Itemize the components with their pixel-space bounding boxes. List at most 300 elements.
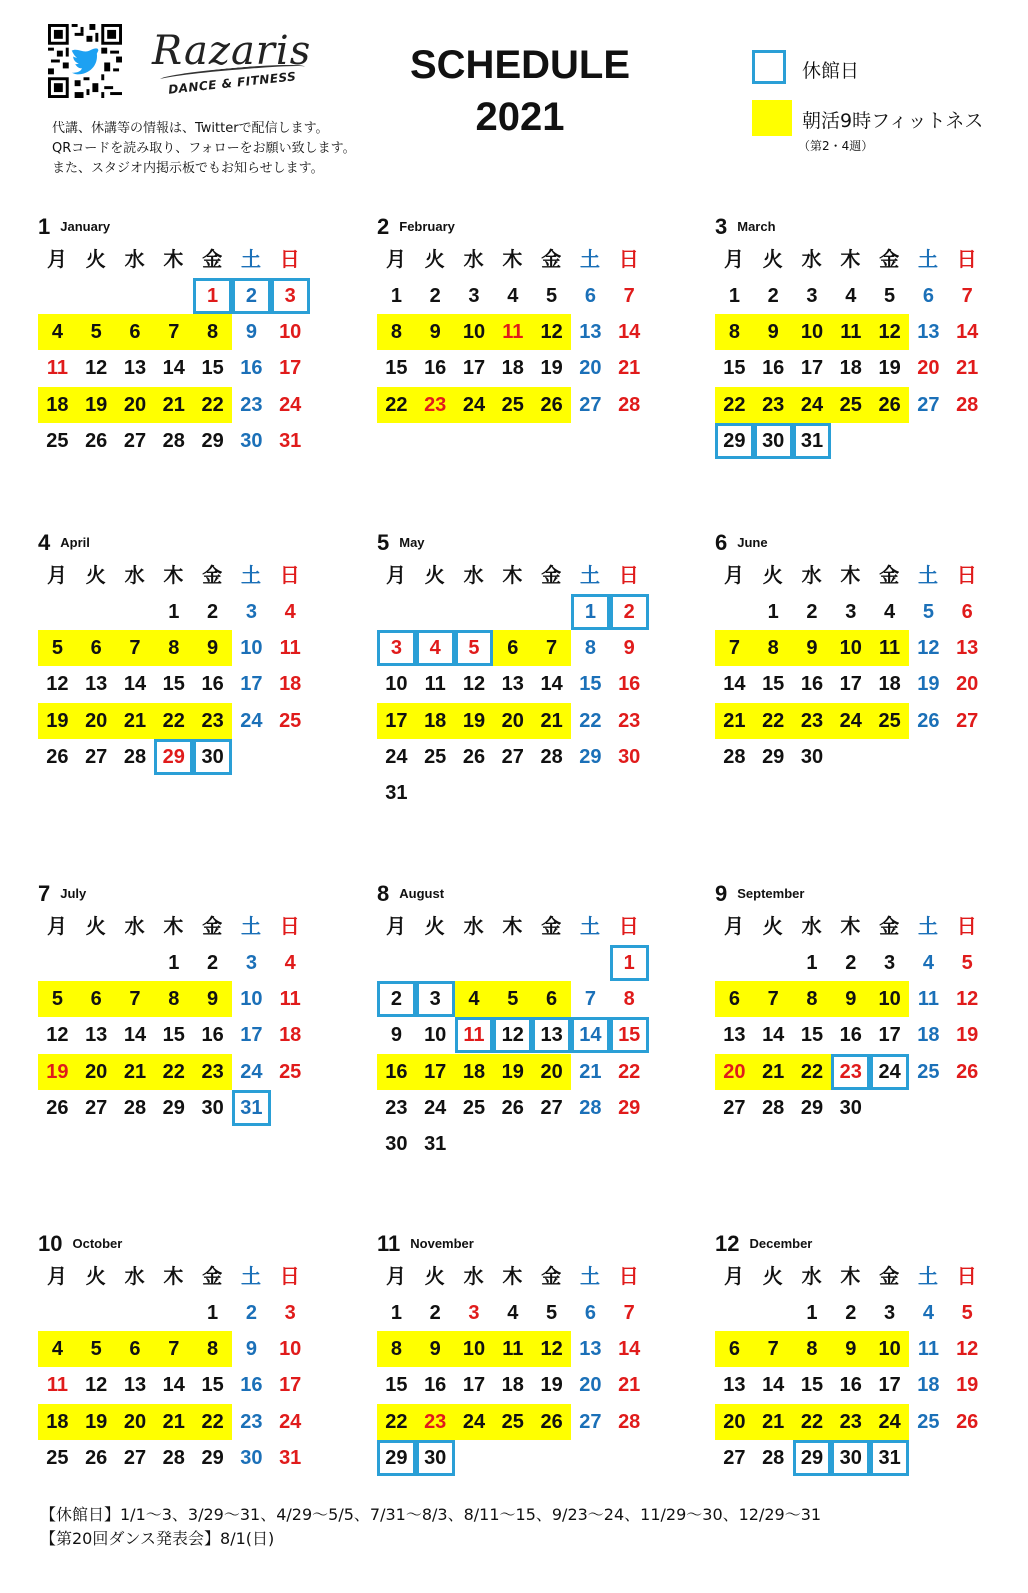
calendar-day: 22 [715, 387, 754, 423]
calendar-day: 12 [532, 314, 571, 350]
calendar-day: 10 [279, 321, 302, 344]
calendar-day: 15 [162, 673, 185, 696]
month-september [715, 881, 1005, 1181]
month-number: 4 [38, 530, 51, 555]
notice-line: また、スタジオ内掲示板でもお知らせします。 [52, 161, 324, 176]
calendar-day: 14 [618, 1338, 641, 1361]
calendar-day: 24 [385, 745, 408, 768]
calendar-day: 11 [279, 988, 301, 1011]
weekday-header: 土 [580, 247, 600, 271]
month-name: June [737, 535, 768, 550]
calendar-day: 15 [800, 1374, 824, 1397]
weekday-header: 金 [879, 563, 900, 587]
calendar-day: 5 [455, 630, 494, 666]
weekday-header: 火 [85, 1264, 106, 1288]
weekday-header: 日 [618, 563, 639, 587]
calendar-day: 26 [870, 387, 909, 423]
calendar-day: 7 [154, 314, 193, 350]
calendar-day: 26 [85, 429, 108, 452]
calendar-day: 8 [754, 630, 793, 666]
calendar-day: 15 [201, 1374, 224, 1397]
calendar-day: 12 [956, 988, 979, 1011]
weekday-header: 土 [918, 1264, 938, 1288]
weekday-header: 土 [918, 247, 938, 271]
calendar-day: 5 [884, 285, 896, 307]
calendar-day: 6 [584, 1302, 596, 1324]
weekday-header: 木 [163, 914, 184, 938]
month-name: May [399, 535, 425, 550]
weekday-header: 火 [424, 247, 445, 271]
calendar-day: 3 [806, 285, 818, 307]
weekday-header: 火 [85, 563, 106, 587]
calendar-day: 16 [424, 1374, 447, 1397]
weekday-header: 木 [163, 247, 184, 271]
calendar-day: 3 [377, 630, 416, 666]
weekday-header: 水 [801, 247, 822, 271]
calendar-day: 14 [162, 1374, 185, 1397]
calendar-day: 26 [46, 745, 69, 768]
month-number: 2 [377, 214, 390, 239]
calendar-day: 6 [715, 981, 754, 1017]
calendar-day: 25 [917, 1060, 940, 1083]
calendar-day: 8 [793, 1331, 832, 1367]
notice-line: QRコードを読み取り、フォローをお願い致します。 [52, 141, 356, 156]
calendar-day: 7 [715, 630, 754, 666]
calendar-day: 23 [416, 1404, 455, 1440]
calendar-day: 7 [754, 981, 793, 1017]
calendar-day: 6 [584, 285, 596, 307]
weekday-header: 水 [463, 914, 484, 938]
calendar-day: 22 [154, 1054, 193, 1090]
weekday-header: 火 [762, 914, 783, 938]
calendar-day: 5 [961, 952, 973, 974]
calendar-day: 16 [201, 673, 224, 696]
calendar-day: 30 [754, 423, 793, 459]
calendar-day: 15 [800, 1024, 824, 1047]
calendar-day: 1 [168, 601, 180, 623]
calendar-day: 24 [279, 393, 302, 416]
calendar-day: 5 [38, 981, 77, 1017]
month-number: 10 [38, 1231, 63, 1256]
calendar-day: 4 [284, 601, 296, 623]
weekday-header: 日 [279, 1264, 300, 1288]
calendar-day: 29 [715, 423, 754, 459]
calendar-day: 5 [38, 630, 77, 666]
calendar-day: 1 [193, 278, 232, 314]
calendar-day: 5 [77, 1331, 116, 1367]
month-header [715, 1231, 812, 1257]
weekday-header: 土 [241, 1264, 261, 1288]
calendar-day: 16 [800, 673, 824, 696]
calendar-day: 28 [762, 1446, 785, 1469]
calendar-day: 26 [956, 1060, 979, 1083]
calendar-day: 3 [245, 952, 257, 974]
calendar-day: 25 [831, 387, 870, 423]
calendar-day: 28 [540, 745, 563, 768]
calendar-day: 31 [279, 429, 302, 452]
calendar-day: 29 [162, 1096, 185, 1119]
calendar-day: 18 [38, 1404, 77, 1440]
calendar-day: 28 [123, 745, 147, 768]
weekday-header: 木 [502, 1264, 523, 1288]
calendar-day: 24 [870, 1054, 909, 1090]
calendar-day: 5 [493, 981, 532, 1017]
calendar-day: 11 [424, 673, 446, 696]
calendar-day: 17 [240, 1024, 263, 1047]
legend-fitness-note: （第2・4週） [798, 139, 874, 153]
calendar-day: 15 [579, 673, 602, 696]
notice-line: 代講、休講等の情報は、Twitterで配信します。 [52, 121, 329, 136]
weekday-header: 月 [724, 914, 744, 938]
month-december [715, 1231, 1005, 1531]
logo-wordmark: Razaris [152, 28, 312, 74]
calendar-day: 22 [193, 387, 232, 423]
calendar-day: 10 [455, 1331, 494, 1367]
month-number: 3 [715, 214, 728, 239]
weekday-header: 水 [463, 563, 484, 587]
calendar-day: 11 [917, 1338, 939, 1361]
weekday-header: 月 [386, 247, 406, 271]
calendar-day: 27 [123, 429, 147, 452]
calendar-day: 4 [38, 1331, 77, 1367]
calendar-day: 21 [715, 703, 754, 739]
calendar-day: 1 [806, 952, 818, 974]
weekday-header: 月 [386, 914, 406, 938]
calendar-day: 8 [154, 630, 193, 666]
calendar-day: 14 [618, 321, 641, 344]
calendar-day: 18 [917, 1024, 940, 1047]
weekday-header: 月 [724, 1264, 744, 1288]
calendar-day: 21 [956, 357, 979, 380]
calendar-day: 25 [493, 1404, 532, 1440]
calendar-day: 30 [831, 1440, 870, 1476]
calendar-day: 28 [162, 429, 185, 452]
month-number: 1 [38, 214, 51, 239]
calendar-day: 3 [468, 1302, 480, 1324]
calendar-day: 31 [279, 1446, 302, 1469]
calendar-day: 2 [207, 601, 219, 623]
month-name: February [399, 219, 455, 234]
calendar-day: 23 [193, 1054, 232, 1090]
calendar-day: 20 [715, 1054, 754, 1090]
legend-closed-label: 休館日 [802, 60, 860, 82]
calendar-day: 24 [455, 387, 494, 423]
calendar-day: 20 [715, 1404, 754, 1440]
month-april [38, 530, 328, 830]
month-july [38, 881, 328, 1181]
calendar-day: 12 [532, 1331, 571, 1367]
calendar-day: 15 [385, 1374, 408, 1397]
weekday-header: 月 [386, 1264, 406, 1288]
calendar-day: 1 [610, 945, 649, 981]
calendar-day: 1 [207, 1302, 219, 1324]
calendar-day: 16 [240, 1374, 263, 1397]
calendar-day: 18 [455, 1054, 494, 1090]
calendar-day: 17 [800, 357, 824, 380]
calendar-day: 20 [116, 1404, 155, 1440]
calendar-day: 8 [377, 314, 416, 350]
calendar-day: 27 [123, 1446, 147, 1469]
calendar-day: 21 [154, 1404, 193, 1440]
calendar-day: 30 [240, 1446, 263, 1469]
calendar-day: 1 [806, 1302, 818, 1324]
calendar-day: 30 [416, 1440, 455, 1476]
calendar-day: 1 [571, 594, 610, 630]
calendar-day: 11 [917, 988, 939, 1011]
calendar-day: 26 [46, 1096, 69, 1119]
calendar-day: 6 [961, 601, 973, 623]
calendar-day: 6 [715, 1331, 754, 1367]
calendar-day: 19 [77, 387, 116, 423]
calendar-day: 20 [532, 1054, 571, 1090]
calendar-day: 9 [193, 630, 232, 666]
calendar-day: 27 [579, 1410, 602, 1433]
calendar-day: 28 [123, 1096, 147, 1119]
weekday-header: 水 [801, 563, 822, 587]
calendar-day: 27 [579, 393, 602, 416]
twitter-qr-code-icon[interactable] [48, 24, 122, 98]
dance-recital-notice: 【第20回ダンス発表会】8/1(日) [40, 1529, 275, 1548]
calendar-day: 15 [610, 1017, 649, 1053]
calendar-day: 31 [793, 423, 832, 459]
calendar-day: 27 [917, 393, 940, 416]
weekday-header: 火 [762, 1264, 783, 1288]
calendar-day: 15 [762, 673, 785, 696]
month-header [38, 214, 110, 240]
calendar-day: 16 [762, 357, 785, 380]
calendar-day: 7 [116, 630, 155, 666]
calendar-day: 17 [839, 673, 862, 696]
weekday-header: 土 [580, 1264, 600, 1288]
weekday-header: 水 [801, 914, 822, 938]
calendar-day: 16 [240, 357, 263, 380]
weekday-header: 月 [47, 247, 67, 271]
calendar-day: 3 [245, 601, 257, 623]
calendar-day: 13 [917, 321, 940, 344]
weekday-header: 土 [918, 563, 938, 587]
calendar-day: 6 [493, 630, 532, 666]
calendar-day: 17 [462, 357, 486, 380]
calendar-day: 9 [831, 1331, 870, 1367]
weekday-header: 日 [956, 563, 977, 587]
calendar-day: 13 [85, 673, 108, 696]
calendar-day: 9 [831, 981, 870, 1017]
calendar-day: 29 [618, 1096, 641, 1119]
calendar-day: 3 [416, 981, 455, 1017]
calendar-day: 13 [123, 357, 147, 380]
calendar-day: 22 [579, 709, 602, 732]
weekday-header: 日 [279, 247, 300, 271]
month-name: December [749, 1236, 813, 1251]
calendar-day: 15 [385, 357, 408, 380]
calendar-day: 2 [845, 952, 857, 974]
calendar-day: 31 [385, 782, 408, 804]
calendar-day: 21 [116, 703, 155, 739]
calendar-day: 31 [424, 1133, 447, 1155]
calendar-day: 11 [46, 1374, 68, 1397]
month-name: November [410, 1236, 474, 1251]
calendar-day: 27 [723, 1096, 746, 1119]
calendar-day: 30 [800, 745, 824, 768]
calendar-day: 29 [762, 745, 785, 768]
calendar-day: 1 [767, 601, 779, 623]
weekday-header: 火 [85, 914, 106, 938]
calendar-day: 21 [116, 1054, 155, 1090]
calendar-day: 19 [77, 1404, 116, 1440]
calendar-day: 13 [579, 321, 602, 344]
calendar-day: 10 [870, 1331, 909, 1367]
calendar-day: 25 [279, 1060, 302, 1083]
calendar-day: 24 [455, 1404, 494, 1440]
calendar-day: 11 [279, 637, 301, 660]
weekday-header: 金 [879, 914, 900, 938]
calendar-day: 24 [831, 703, 870, 739]
calendar-day: 14 [540, 673, 563, 696]
calendar-day: 22 [754, 703, 793, 739]
header [0, 0, 1028, 200]
calendar-day: 12 [46, 673, 69, 696]
weekday-header: 日 [956, 1264, 977, 1288]
calendar-day: 29 [579, 745, 602, 768]
legend-fitness-swatch [752, 100, 792, 136]
calendar-day: 18 [501, 357, 524, 380]
calendar-day: 1 [390, 285, 402, 307]
calendar-day: 19 [878, 357, 901, 380]
month-june [715, 530, 1005, 830]
calendar-day: 29 [793, 1440, 832, 1476]
month-name: October [72, 1236, 123, 1251]
weekday-header: 木 [840, 914, 861, 938]
calendar-day: 11 [493, 1331, 532, 1367]
calendar-day: 23 [385, 1096, 408, 1119]
calendar-day: 4 [507, 285, 519, 307]
calendar-day: 7 [623, 1302, 635, 1324]
calendar-day: 4 [922, 952, 934, 974]
weekday-header: 木 [163, 563, 184, 587]
calendar-day: 18 [279, 673, 302, 696]
calendar-day: 20 [116, 387, 155, 423]
weekday-header: 木 [840, 563, 861, 587]
calendar-day: 8 [154, 981, 193, 1017]
calendar-day: 21 [618, 1374, 641, 1397]
calendar-day: 23 [416, 387, 455, 423]
calendar-day: 14 [723, 673, 746, 696]
month-number: 9 [715, 881, 728, 906]
weekday-header: 日 [279, 914, 300, 938]
calendar-day: 19 [540, 1374, 563, 1397]
calendar-day: 24 [279, 1410, 302, 1433]
calendar-day: 11 [831, 314, 870, 350]
weekday-header: 土 [580, 563, 600, 587]
calendar-day: 27 [723, 1446, 746, 1469]
calendar-day: 7 [532, 630, 571, 666]
calendar-day: 25 [46, 429, 69, 452]
month-header [38, 530, 90, 556]
calendar-day: 6 [77, 630, 116, 666]
legend-closed-swatch [752, 50, 786, 84]
calendar-day: 23 [193, 703, 232, 739]
calendar-day: 20 [77, 1054, 116, 1090]
calendar-day: 25 [279, 709, 302, 732]
calendar-day: 5 [546, 1302, 558, 1324]
calendar-day: 17 [377, 703, 416, 739]
calendar-day: 29 [201, 1446, 224, 1469]
calendar-day: 16 [201, 1024, 224, 1047]
calendar-day: 27 [501, 745, 524, 768]
calendar-day: 30 [618, 745, 641, 768]
calendar-day: 17 [878, 1024, 901, 1047]
calendar-day: 21 [754, 1404, 793, 1440]
calendar-day: 18 [416, 703, 455, 739]
calendar-day: 27 [540, 1096, 563, 1119]
calendar-day: 4 [922, 1302, 934, 1324]
weekday-header: 金 [202, 563, 223, 587]
calendar-day: 13 [501, 673, 524, 696]
month-number: 6 [715, 530, 728, 555]
weekday-header: 土 [241, 247, 261, 271]
calendar-day: 26 [917, 709, 940, 732]
calendar-day: 25 [462, 1096, 486, 1119]
month-header [715, 214, 776, 240]
calendar-day: 8 [623, 988, 635, 1011]
calendar-day: 14 [956, 321, 979, 344]
month-header [715, 881, 804, 907]
calendar-day: 19 [956, 1024, 979, 1047]
calendar-day: 2 [845, 1302, 857, 1324]
calendar-day: 27 [85, 745, 108, 768]
calendar-day: 15 [201, 357, 224, 380]
calendar-day: 14 [123, 1024, 147, 1047]
calendar-day: 30 [839, 1096, 862, 1119]
month-october [38, 1231, 328, 1531]
calendar-day: 12 [46, 1024, 69, 1047]
calendar-day: 12 [956, 1338, 979, 1361]
calendar-day: 28 [762, 1096, 785, 1119]
weekday-header: 火 [424, 1264, 445, 1288]
weekday-header: 金 [879, 247, 900, 271]
month-august [377, 881, 667, 1181]
calendar-day: 4 [455, 981, 494, 1017]
weekday-header: 金 [202, 914, 223, 938]
calendar-day: 8 [793, 981, 832, 1017]
calendar-day: 9 [390, 1024, 402, 1047]
calendar-day: 1 [728, 285, 740, 307]
calendar-day: 17 [279, 357, 302, 380]
calendar-day: 6 [532, 981, 571, 1017]
calendar-day: 5 [77, 314, 116, 350]
calendar-day: 25 [917, 1410, 940, 1433]
title-text: SCHEDULE [409, 43, 631, 87]
calendar-day: 22 [377, 1404, 416, 1440]
weekday-header: 月 [724, 563, 744, 587]
calendar-day: 23 [793, 703, 832, 739]
calendar-day: 4 [416, 630, 455, 666]
calendar-day: 22 [793, 1054, 832, 1090]
calendar-day: 23 [240, 393, 263, 416]
weekday-header: 土 [241, 914, 261, 938]
calendar-day: 18 [501, 1374, 524, 1397]
calendar-day: 13 [532, 1017, 571, 1053]
calendar-day: 11 [493, 314, 532, 350]
weekday-header: 日 [618, 1264, 639, 1288]
calendar-day: 12 [870, 314, 909, 350]
title-year: 2021 [475, 95, 565, 139]
calendar-day: 5 [546, 285, 558, 307]
calendar-day: 7 [116, 981, 155, 1017]
month-may [377, 530, 667, 830]
weekday-header: 木 [502, 563, 523, 587]
month-january [38, 214, 328, 514]
